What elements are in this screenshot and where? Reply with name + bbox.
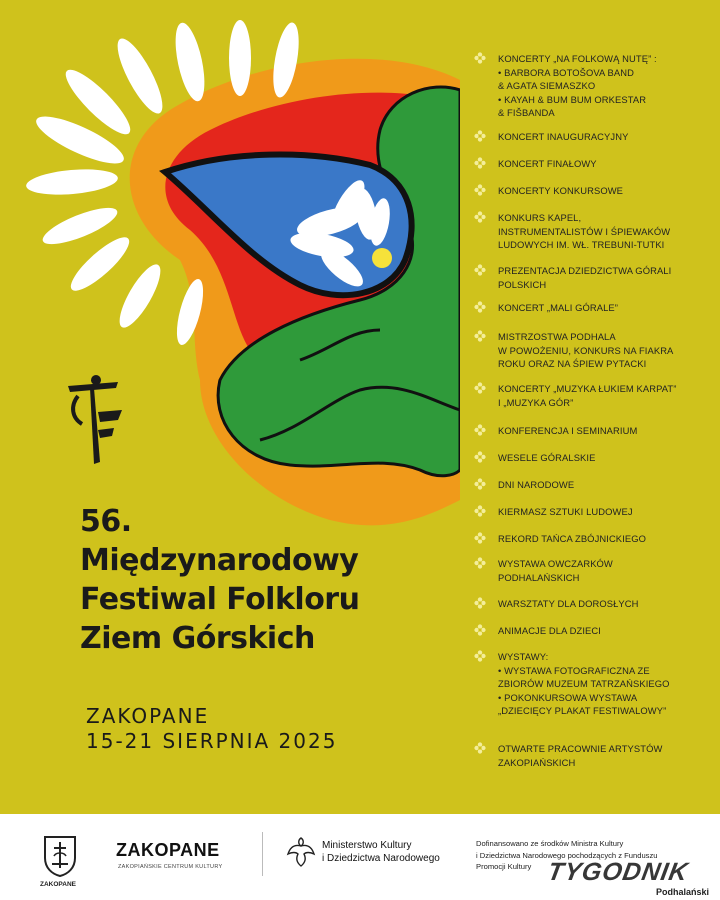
- flower-bullet-icon: [474, 130, 486, 142]
- program-item-text: ROKU ORAZ NA ŚPIEW PYTACKI: [498, 358, 647, 369]
- funding-note-line: Dofinansowano ze środków Ministra Kultury: [476, 839, 624, 848]
- program-item-text: INSTRUMENTALISTÓW I ŚPIEWAKÓW: [498, 225, 671, 237]
- program-item-text: WYSTAWA OWCZARKÓW: [498, 558, 613, 569]
- program-item-text: ANIMACJE DLA DZIECI: [498, 625, 601, 636]
- flower-bullet-icon: [474, 211, 486, 223]
- flower-bullet-icon: [474, 330, 486, 342]
- program-item-text: ZBIORÓW MUZEUM TATRZAŃSKIEGO: [498, 678, 670, 689]
- funding-note-line: i Dziedzictwa Narodowego pochodzących z Funduszu: [476, 850, 658, 860]
- zakopane-culture-subtitle: ZAKOPIAŃSKIE CENTRUM KULTURY: [118, 864, 223, 870]
- flower-bullet-icon: [474, 624, 486, 636]
- festival-edition: 56.: [80, 504, 132, 539]
- festival-title: [80, 502, 359, 658]
- festival-place-dates: [86, 704, 337, 754]
- title-line-3: Ziem Górskich: [80, 621, 315, 656]
- program-item-text: POLSKICH: [498, 278, 547, 290]
- program-item-text: ZAKOPIAŃSKICH: [498, 756, 576, 768]
- folk-flower-ornament: [0, 0, 460, 560]
- program-item-text: KONCERT INAUGURACYJNY: [498, 131, 629, 142]
- zakopane-coat-of-arms-icon: [42, 834, 78, 878]
- program-item-text: WARSZTATY DLA DOROSŁYCH: [498, 598, 639, 609]
- program-item-text: • BARBORA BOTOŠOVA BAND: [498, 66, 635, 78]
- program-item-text: KONCERT FINAŁOWY: [498, 158, 597, 169]
- program-item-text: KONCERTY „MUZYKA ŁUKIEM KARPAT”: [498, 383, 677, 394]
- program-item-text: KONFERENCJA I SEMINARIUM: [498, 425, 638, 436]
- flower-bullet-icon: [474, 382, 486, 394]
- program-item-text: & FIŠBANDA: [498, 107, 555, 118]
- polish-eagle-icon: [286, 834, 316, 870]
- program-item-text: WESELE GÓRALSKIE: [498, 452, 596, 463]
- zakopane-culture-logo: ZAKOPANE: [116, 840, 220, 860]
- program-item-text: • WYSTAWA FOTOGRAFICZNA ZE: [498, 664, 650, 676]
- program-item-text: KONCERT „MALI GÓRALE”: [498, 302, 619, 313]
- festival-city: ZAKOPANE: [86, 704, 210, 728]
- program-item-text: • KAYAH & BUM BUM ORKESTAR: [498, 93, 647, 105]
- program-item-text: DNI NARODOWE: [498, 479, 575, 490]
- flower-bullet-icon: [474, 264, 486, 276]
- flower-bullet-icon: [474, 301, 486, 313]
- flower-bullet-icon: [474, 184, 486, 196]
- title-line-1: Międzynarodowy: [80, 543, 359, 578]
- program-item-text: „DZIECIĘCY PLAKAT FESTIWALOWY”: [498, 705, 667, 716]
- funding-note-line: Promocji Kultury: [476, 862, 532, 871]
- program-item-text: REKORD TAŃCA ZBÓJNICKIEGO: [498, 533, 647, 544]
- program-item-text: LUDOWYCH IM. WŁ. TREBUNI-TUTKI: [498, 239, 665, 250]
- program-item-text: KIERMASZ SZTUKI LUDOWEJ: [498, 506, 633, 517]
- program-item-text: PREZENTACJA DZIEDZICTWA GÓRALI: [498, 265, 672, 276]
- festival-dates: 15-21 SIERPNIA 2025: [86, 729, 338, 753]
- program-item-text: & AGATA SIEMASZKO: [498, 80, 596, 91]
- flower-bullet-icon: [474, 505, 486, 517]
- flower-bullet-icon: [474, 478, 486, 490]
- program-item-text: OTWARTE PRACOWNIE ARTYSTÓW: [498, 743, 663, 754]
- tygodnik-watermark-sub: Podhalański: [656, 887, 710, 897]
- flower-bullet-icon: [474, 597, 486, 609]
- program-item-text: • POKONKURSOWA WYSTAWA: [498, 691, 638, 703]
- title-line-2: Festiwal Folkloru: [80, 582, 360, 617]
- footer-divider: [262, 832, 263, 876]
- program-item-text: MISTRZOSTWA PODHALA: [498, 331, 616, 342]
- program-item-text: W POWOŻENIU, KONKURS NA FIAKRA: [498, 344, 674, 356]
- program-item-text: PODHALAŃSKICH: [498, 571, 580, 583]
- flower-bullet-icon: [474, 52, 486, 64]
- program-item-text: WYSTAWY:: [498, 651, 549, 662]
- flower-bullet-icon: [474, 157, 486, 169]
- flower-bullet-icon: [474, 650, 486, 662]
- ministry-name-line-1: Ministerstwo Kultury: [322, 840, 412, 851]
- tygodnik-watermark: TYGODNIK: [545, 858, 691, 886]
- program-item-text: KONCERTY „NA FOLKOWĄ NUTĘ” :: [498, 53, 657, 64]
- flower-bullet-icon: [474, 557, 486, 569]
- program-item-text: KONKURS KAPEL,: [498, 212, 582, 223]
- program-item-text: I „MUZYKA GÓR”: [498, 396, 574, 408]
- folk-festival-logo-icon: [60, 372, 130, 467]
- flower-bullet-icon: [474, 424, 486, 436]
- flower-bullet-icon: [474, 742, 486, 754]
- flower-bullet-icon: [474, 451, 486, 463]
- program-item-text: KONCERTY KONKURSOWE: [498, 185, 624, 196]
- sponsor-footer: [0, 814, 720, 900]
- coat-of-arms-label: ZAKOPANE: [40, 881, 76, 888]
- ministry-name-line-2: i Dziedzictwa Narodowego: [322, 853, 440, 864]
- flower-bullet-icon: [474, 532, 486, 544]
